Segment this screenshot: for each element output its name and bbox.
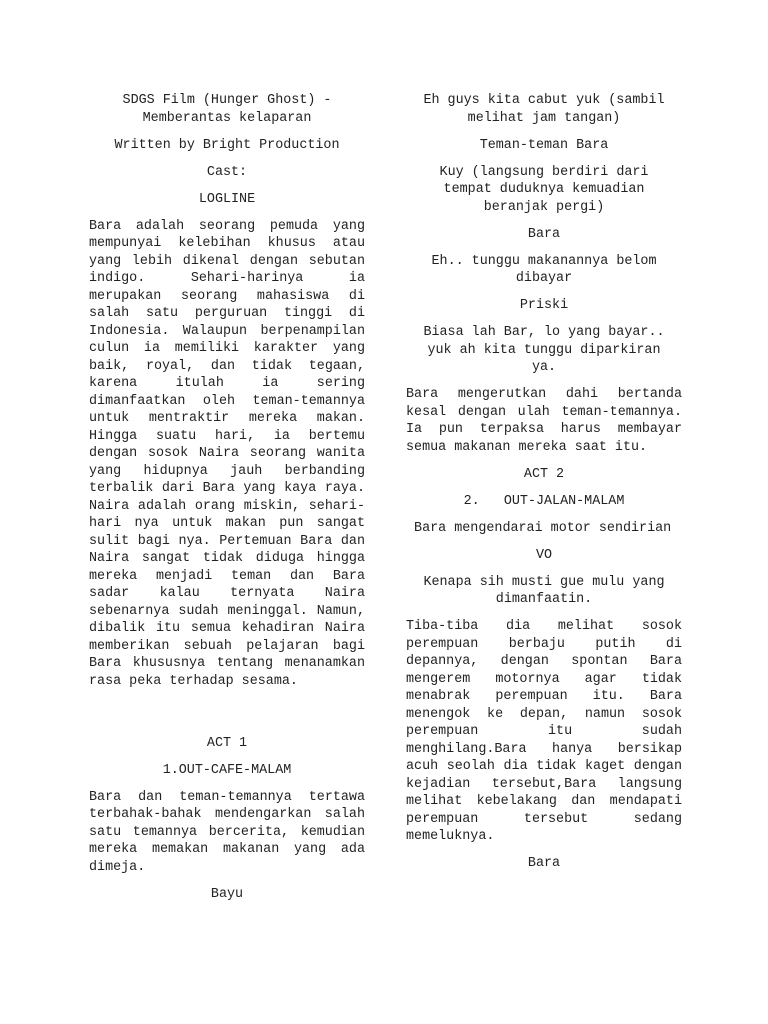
scene2-heading: 2. OUT-JALAN-MALAM [463, 493, 625, 509]
cast-label: Cast: [206, 164, 248, 180]
act2-heading: ACT 2 [523, 466, 565, 482]
character-teman: Teman-teman Bara [479, 137, 609, 153]
action-motor: Bara mengendarai motor sendirian [406, 520, 672, 536]
film-title: SDGS Film (Hunger Ghost) - Memberantas kelaparan [122, 93, 332, 126]
action-kesal: Bara mengerutkan dahi bertanda kesal dengan ulah teman-temannya. Ia pun terpaksa harus membayar semua makanan mereka saat itu. [406, 387, 682, 455]
character-bayu: Bayu [210, 886, 244, 902]
act1-heading: ACT 1 [206, 735, 248, 751]
left-column [89, 92, 365, 913]
character-priski: Priski [519, 298, 569, 313]
character-bara: Bara [527, 226, 561, 242]
logline-heading: LOGLINE [198, 191, 256, 207]
spacer [89, 700, 365, 735]
dialog-vo: Kenapa sih musti gue mulu yang dimanfaatin. [423, 574, 665, 607]
dialog-bara: Eh.. tunggu makanannya belom dibayar [431, 253, 657, 286]
dialog-teman: Kuy (langsung berdiri dari tempat duduknya kemuadian beranjak pergi) [439, 164, 649, 215]
action-tiba-tiba: Tiba-tiba dia melihat sosok perempuan berbaju putih di depannya, dengan spontan Bara mengerem motornya agar tidak menabrak perempuan itu. Bara menengok ke depan, namun sosok perempuan itu sudah menghilang.Bara hanya bersikap acuh seolah dia tidak kaget dengan kejadian tersebut,Bara langsung melihat kebelakang dan mendapati perempuan tersebut sedang memeluknya. [406, 619, 682, 844]
written-by: Written by Bright Production [114, 137, 340, 153]
scene1-action: Bara dan teman-temannya tertawa terbahak-bahak mendengarkan salah satu temannya bercerita, kemudian mereka memakan makanan yang ada dimeja. [89, 789, 365, 875]
scene1-heading: 1.OUT-CAFE-MALAM [162, 762, 292, 778]
logline-body: Bara adalah seorang pemuda yang mempunyai kelebihan khusus atau yang lebih dikenal dengan sebutan indigo. Sehari-harinya ia merupakan seorang mahasiswa di salah satu perguruan tinggi di Indonesia. Walaupun berpenampilan culun ia memiliki karakter yang baik, royal, dan tidak tegaan, karena itulah ia sering dimanfaatkan oleh teman-temannya untuk mentraktir mereka makan. Hingga suatu hari, ia bertemu dengan sosok Naira seorang wanita yang hidupnya jauh berbanding terbalik dari Bara yang kaya raya. Naira adalah orang miskin, sehari-hari nya untuk makan pun sangat sulit bagi nya. Pertemuan Bara dan Naira sangat tidak diduga hingga mereka menjadi teman dan Bara sadar kalau ternyata Naira sebenarnya sudah meninggal. Namun, dibalik itu semua kehadiran Naira memberikan sebuah pelajaran bagi Bara khususnya tentang menanamkan rasa peka terhadap sesama. [89, 218, 365, 689]
character-bara-2: Bara [527, 856, 561, 871]
right-column [406, 92, 682, 882]
dialog-priski: Biasa lah Bar, lo yang bayar.. yuk ah kita tunggu diparkiran ya. [423, 325, 665, 375]
character-vo: VO [535, 547, 553, 563]
dialog-bayu: Eh guys kita cabut yuk (sambil melihat jam tangan) [423, 93, 665, 126]
